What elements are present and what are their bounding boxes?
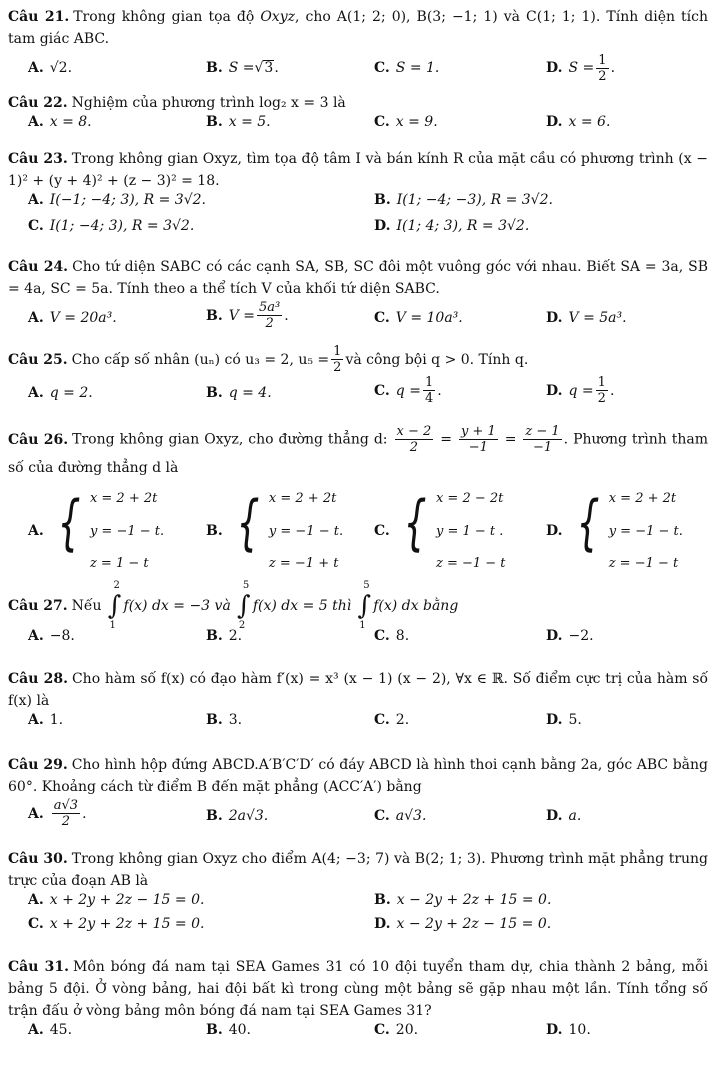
option-a[interactable]: A. I(−1; −4; 3), R = 3√2.	[28, 192, 206, 208]
option-d[interactable]: D. { x = 2 + 2t y = −1 − t. z = −1 − t	[546, 488, 683, 571]
option-a[interactable]: A. √2.	[28, 60, 73, 76]
option-d[interactable]: D. I(1; 4; 3), R = 3√2.	[374, 218, 530, 234]
option-a[interactable]: A. V = 20a³.	[28, 310, 117, 326]
option-c[interactable]: C. a√3.	[374, 808, 427, 824]
option-c[interactable]: C. 2.	[374, 712, 410, 728]
question-31-stem: Câu 31. Môn bóng đá nam tại SEA Games 31 có 10 đội tuyển tham dự, chia thành 2 bảng, mỗi bảng 5 đội. Ở vòng bảng, hai đội bất kì trong cùng một bảng sẽ gặp nhau một lần. Tính tổng số trận đấu ở vòng bảng môn bóng đá nam tại SEA Games 31?	[8, 959, 709, 1019]
question-26	[8, 424, 708, 581]
question-22-stem: Câu 22. Nghiệm của phương trình log₂ x = 3 là	[8, 95, 346, 111]
option-d[interactable]: D. 10.	[546, 1022, 591, 1038]
option-a[interactable]: A. x + 2y + 2z − 15 = 0.	[28, 892, 205, 908]
option-c[interactable]: C. q = $\frac{1}{4}$ .	[374, 375, 442, 406]
question-28-stem: Câu 28. Cho hàm số f(x) có đạo hàm f′(x) = x³ (x − 1) (x − 2), ∀x ∈ ℝ. Số điểm cực trị của hàm số f(x) là	[8, 671, 709, 709]
option-c[interactable]: C. { x = 2 − 2t y = 1 − t . z = −1 − t	[374, 488, 506, 571]
question-21-options	[8, 50, 708, 86]
option-d[interactable]: D. q = $\frac{1}{2}$ .	[546, 375, 615, 406]
option-b[interactable]: B. x = 5.	[206, 114, 271, 130]
option-c[interactable]: C. 8.	[374, 628, 410, 644]
option-b[interactable]: B. I(1; −4; −3), R = 3√2.	[374, 192, 553, 208]
option-c[interactable]: C. S = 1.	[374, 60, 440, 76]
question-24	[8, 256, 708, 342]
question-27-stem: Câu 27. Nếu ∫ 2 1 f(x) dx = −3 và ∫ 5 2 f(x) dx = 5 thì ∫ 5 1 f(x) dx bằng	[8, 580, 459, 631]
question-number: Câu 21.	[8, 9, 70, 25]
option-a[interactable]: A. x = 8.	[28, 114, 92, 130]
option-c[interactable]: C. V = 10a³.	[374, 310, 463, 326]
question-31-options	[8, 1022, 708, 1046]
option-b[interactable]: B. x − 2y + 2z + 15 = 0.	[374, 892, 552, 908]
option-d[interactable]: D. x = 6.	[546, 114, 611, 130]
question-31	[8, 956, 708, 1046]
question-25	[8, 344, 708, 417]
question-21	[8, 6, 708, 86]
option-a[interactable]: A. $\frac{a√3}{2}$ .	[28, 798, 87, 829]
option-b[interactable]: B. q = 4.	[206, 385, 272, 401]
option-b[interactable]: B. S = √ 3 .	[206, 60, 279, 76]
question-26-stem: Câu 26. Trong không gian Oxyz, cho đường thẳng d: $\frac{x - 2}{2}$ = $\frac{y + 1}{-1}$ = $\frac{z - 1}{-1}$ . Phương trình tham số của đường thẳng d là	[8, 424, 708, 476]
question-28-options	[8, 712, 708, 736]
question-24-options	[8, 300, 708, 342]
option-c[interactable]: C. x = 9.	[374, 114, 438, 130]
question-21-stem: Câu 21. Trong không gian tọa độ Oxyz, cho A(1; 2; 0), B(3; −1; 1) và C(1; 1; 1). Tính diện tích tam giác ABC.	[8, 9, 708, 47]
question-23	[8, 148, 708, 242]
question-30-options-row1	[8, 892, 708, 916]
option-a[interactable]: A. 45.	[28, 1022, 73, 1038]
option-a[interactable]: A. 1.	[28, 712, 64, 728]
option-b[interactable]: B. 40.	[206, 1022, 251, 1038]
option-d[interactable]: D. 5.	[546, 712, 582, 728]
question-22-options	[8, 114, 708, 138]
option-c[interactable]: C. I(1; −4; 3), R = 3√2.	[28, 218, 195, 234]
option-b[interactable]: B. { x = 2 + 2t y = −1 − t. z = −1 + t	[206, 488, 344, 571]
question-29-options	[8, 798, 708, 842]
option-b[interactable]: B. 2a√3.	[206, 808, 269, 824]
question-30-options-row2	[8, 916, 708, 940]
question-28	[8, 668, 708, 736]
option-d[interactable]: D. x − 2y + 2z − 15 = 0.	[374, 916, 552, 932]
option-b[interactable]: B. 3.	[206, 712, 243, 728]
option-d[interactable]: D. −2.	[546, 628, 594, 644]
option-c[interactable]: C. 20.	[374, 1022, 419, 1038]
question-27	[8, 580, 708, 652]
question-25-options	[8, 375, 708, 417]
question-23-options-row1	[8, 192, 708, 218]
question-30	[8, 848, 708, 940]
question-29	[8, 754, 708, 842]
question-26-options	[8, 485, 708, 581]
question-24-stem: Câu 24. Cho tứ diện SABC có các cạnh SA, SB, SC đôi một vuông góc với nhau. Biết SA = 3a, SB = 4a, SC = 5a. Tính theo a thể tích V của khối tứ diện SABC.	[8, 259, 708, 297]
question-22	[8, 92, 708, 138]
option-a[interactable]: A. q = 2.	[28, 385, 93, 401]
option-b[interactable]: B. 2.	[206, 628, 243, 644]
question-30-stem: Câu 30. Trong không gian Oxyz cho điểm A(4; −3; 7) và B(2; 1; 3). Phương trình mặt phẳng trung trực của đoạn AB là	[8, 851, 709, 889]
option-c[interactable]: C. x + 2y + 2z + 15 = 0.	[28, 916, 205, 932]
question-25-stem: Câu 25. Cho cấp số nhân (uₙ) có u₃ = 2, u₅ = $\frac{1}{2}$ và công bội q > 0. Tính q.	[8, 344, 529, 375]
option-d[interactable]: D. S = $\frac{1}{2}$ .	[546, 52, 616, 84]
question-23-options-row2	[8, 218, 708, 242]
option-a[interactable]: A. { x = 2 + 2t y = −1 − t. z = 1 − t	[28, 488, 165, 571]
question-27-options	[8, 628, 708, 652]
question-23-stem: Câu 23. Trong không gian Oxyz, tìm tọa độ tâm I và bán kính R của mặt cầu có phương trình (x − 1)² + (y + 4)² + (z − 3)² = 18.	[8, 151, 708, 189]
option-d[interactable]: D. a.	[546, 808, 582, 824]
option-a[interactable]: A. −8.	[28, 628, 75, 644]
question-29-stem: Câu 29. Cho hình hộp đứng ABCD.A′B′C′D′ có đáy ABCD là hình thoi cạnh bằng 2a, góc ABC bằng 60°. Khoảng cách từ điểm B đến mặt phẳng (ACC′A′) bằng	[8, 757, 709, 795]
option-d[interactable]: D. V = 5a³.	[546, 310, 627, 326]
option-b[interactable]: B. V = $\frac{\text{5a³}}{2}$ .	[206, 300, 289, 331]
